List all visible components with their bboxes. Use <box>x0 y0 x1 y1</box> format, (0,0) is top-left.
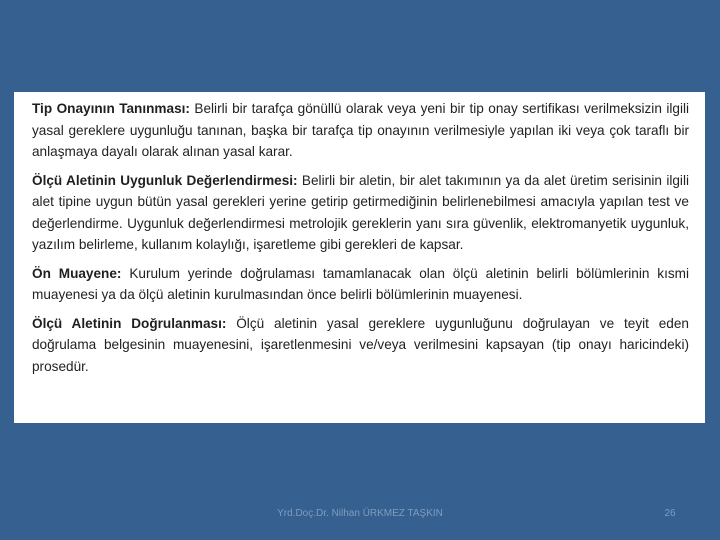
definition-term: Ön Muayene: <box>32 265 122 281</box>
definition-term: Ölçü Aletinin Doğrulanması: <box>32 315 227 331</box>
definition-conformity-assessment <box>32 170 689 256</box>
slide-footer <box>0 508 720 524</box>
definition-type-approval-recognition <box>32 98 689 163</box>
definition-term: Tip Onayının Tanınması: <box>32 101 190 116</box>
definition-term: Ölçü Aletinin Uygunluk Değerlendirmesi: <box>32 172 298 188</box>
definition-text: Belirli bir tarafça gönüllü olarak veya yeni bir tip onay sertifikası verilmeksizin ilgili yasal gereklere uygunluğu tanınan, başka bir tarafça tip onayının verilmesiyle yapılan iki veya çok taraflı bir anlaşmaya dayalı olarak alınan yasal karar. <box>32 101 689 159</box>
definition-verification <box>32 313 689 378</box>
definition-text: Ölçü aletinin yasal gereklere uygunluğunu doğrulayan ve teyit eden doğrulama belgesinin muayenesini, işaretlenmesini ve/veya verilmesini kapsayan (tip onayı haricindeki) prosedür. <box>32 315 689 374</box>
document-excerpt <box>14 92 705 423</box>
definition-preliminary-inspection <box>32 263 689 306</box>
definition-text: Kurulum yerinde doğrulaması tamamlanacak olan ölçü aletinin belirli bölümlerinin kısmi muayenesi ya da ölçü aletinin kurulmasından önce belirli bölümlerinin muayenesi. <box>32 265 689 302</box>
definition-text: Belirli bir aletin, bir alet takımının ya da alet üretim serisinin ilgili alet tipine uygun bütün yasal gerekleri yerine getirip getirmediğinin belirlenebilmesi amacıyla yapılan test ve değerlendirme. Uygunluk değerlendirmesi metrolojik gereklerin yanı sıra güvenlik, elektromanyetik uygunluk, yazılım belirleme, kullanım kolaylığı, işaretleme gibi gerekleri de kapsar. <box>32 172 689 252</box>
page-number: 26 <box>664 508 676 519</box>
footer-author: Yrd.Doç.Dr. Nilhan ÜRKMEZ TAŞKIN <box>277 508 443 519</box>
